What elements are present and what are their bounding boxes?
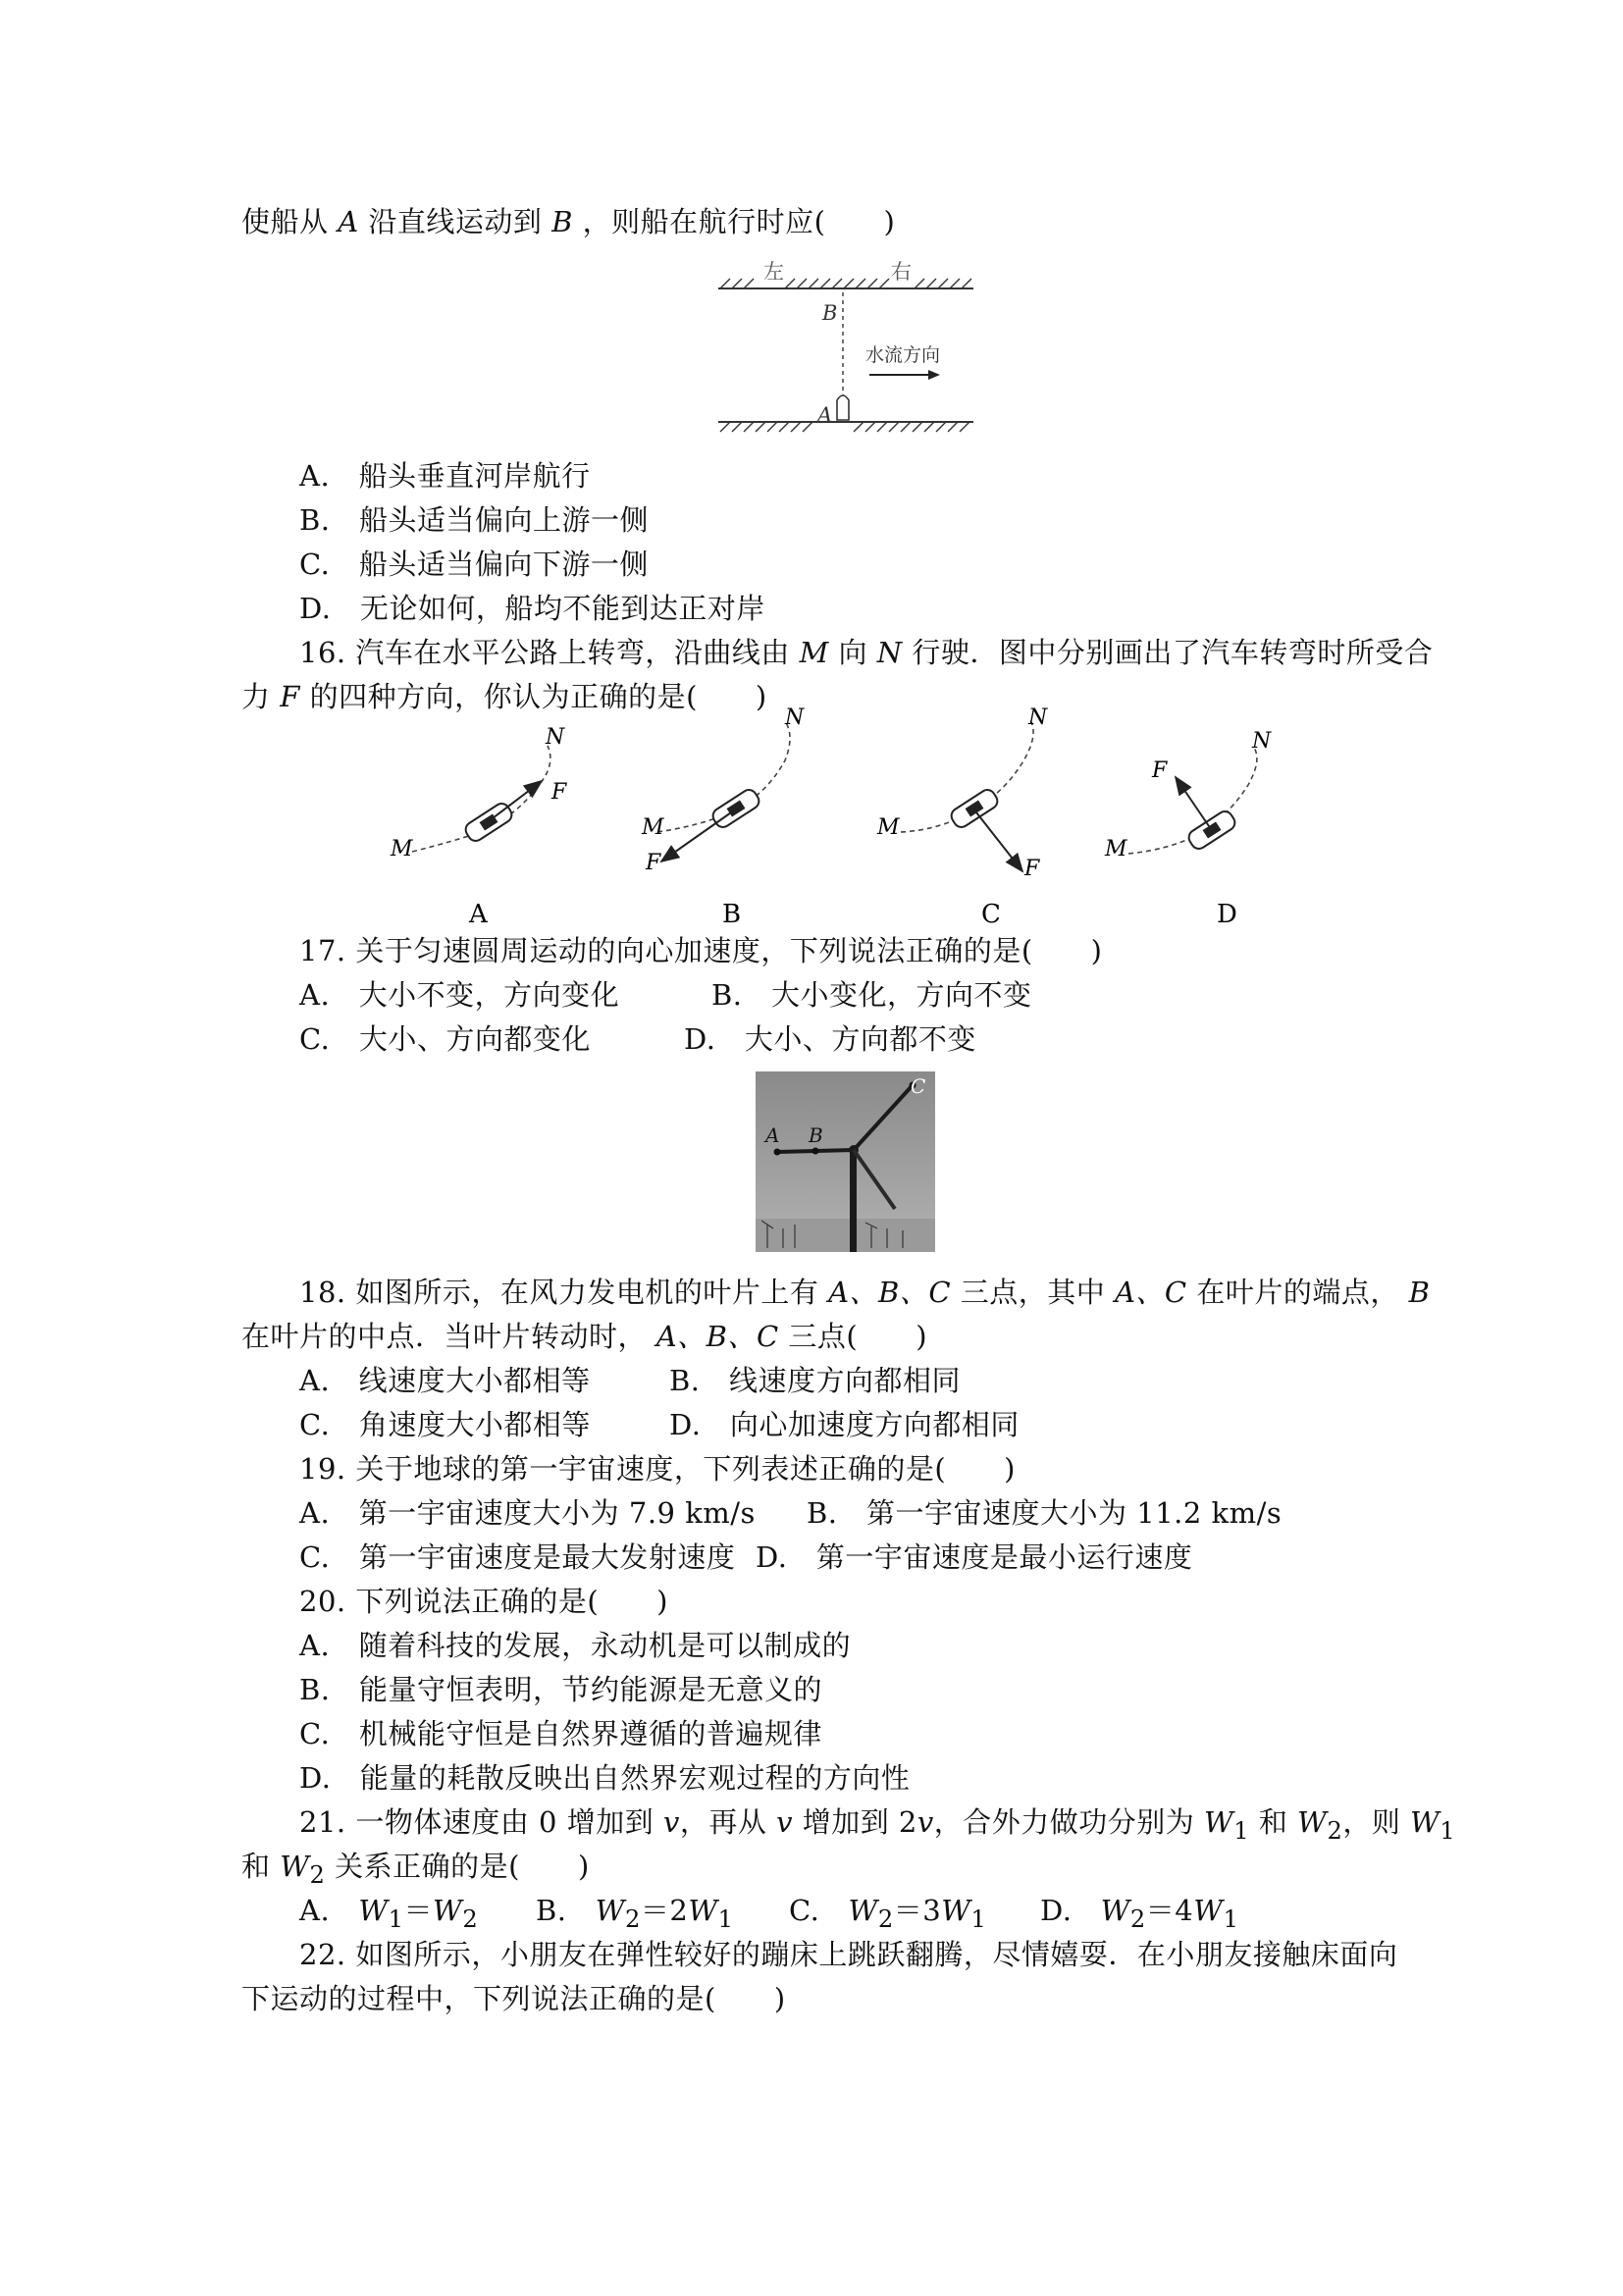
q15-option-b: B. 船头适当偏向上游一侧 [299,503,650,537]
points-abc-label: A、B、C [828,1276,952,1309]
work-symbol: W [1193,1894,1224,1927]
point-a-label: A [817,403,833,427]
work-symbol: W [358,1894,389,1927]
q16-stem-text: 16. 汽车在水平公路上转弯，沿曲线由 [299,636,790,669]
q22-stem-line1: 22. 如图所示，小朋友在弹性较好的蹦床上跳跃翻腾，尽情嬉耍．在小朋友接触床面向 [299,1938,1398,1971]
subscript: 1 [1223,1905,1239,1933]
force-f-label: F [646,851,661,875]
q21-stem-text: 关系正确的是( ) [335,1850,590,1883]
coefficient: 4 [1175,1894,1194,1927]
q17-option-a: A. 大小不变，方向变化 [299,978,620,1012]
q18-stem-line1 [299,1274,1430,1311]
top-bank-hatching [720,279,971,288]
car-turning-diagrams [373,706,1354,932]
car-icon [1186,809,1238,852]
q19-option-c: C. 第一宇宙速度是最大发射速度 [299,1540,736,1574]
work-symbol: W [433,1894,463,1927]
work-symbol: W [595,1894,625,1927]
velocity-symbol: v [916,1805,934,1839]
car-diagram-d [1104,729,1272,861]
force-arrow [661,810,734,861]
car-icon [949,787,1001,830]
caption-d: D [1217,900,1237,929]
point-n-label: N [1252,729,1272,754]
option-letter: A. [299,1894,331,1927]
subscript: 1 [388,1905,404,1933]
point-b-label: B [822,301,838,325]
q22-stem-line2: 下运动的过程中，下列说法正确的是( ) [241,1982,786,2015]
car-icon [710,787,762,830]
q18-stem-text: 在叶片的中点．当叶片转动时， [241,1320,648,1353]
work-symbol: W [280,1850,310,1883]
q21-option-a: A. $W_1=W_2$ [299,1894,479,1933]
q18-option-b: B. 线速度方向都相同 [669,1364,962,1397]
velocity-symbol: v [662,1805,680,1839]
q20-option-b: B. 能量守恒表明，节约能源是无意义的 [299,1673,823,1706]
q19-option-b: B. 第一宇宙速度大小为 11.2 km/s [807,1496,1283,1530]
q21-stem-text: ，再从 [679,1805,767,1839]
points-ac-label: A、C [1114,1276,1187,1309]
option-letter: C. [789,1894,820,1927]
q18-stem-text: 18. 如图所示，在风力发电机的叶片上有 [299,1276,819,1309]
left-bank-label: 左 [763,260,784,284]
q15-stem [241,203,895,240]
work-symbol: W [1297,1805,1328,1839]
q21-stem-line2 [241,1848,590,1894]
q17-stem: 17. 关于匀速圆周运动的向心加速度，下列说法正确的是( ) [299,934,1103,967]
q18-stem-text: 三点，其中 [960,1276,1106,1309]
point-a-label: A [338,205,359,238]
subscript: 1 [970,1905,987,1933]
subscript: 2 [1129,1905,1146,1933]
point-m-label: M [877,815,900,840]
right-bank-label: 右 [891,260,912,284]
work-symbol: W [848,1894,878,1927]
turbine-tower [850,1150,857,1252]
q16-stem-line1 [299,634,1433,671]
force-f-label: F [280,680,300,713]
q15-option-d: D. 无论如何，船均不能到达正对岸 [299,592,765,625]
velocity-symbol: v [776,1805,793,1839]
flow-direction-label: 水流方向 [865,344,941,366]
option-letter: D. [1040,1894,1073,1927]
q21-stem-text: 增加到 2 [802,1805,917,1839]
q20-option-a: A. 随着科技的发展，永动机是可以制成的 [299,1629,852,1662]
force-arrow [976,812,1022,871]
point-c-label: C [911,1074,926,1098]
q19-option-d: D. 第一宇宙速度是最小运行速度 [756,1540,1193,1574]
q15-stem-text: 沿直线运动到 [368,205,543,238]
point-b-label: B [1408,1276,1431,1309]
q16-stem-text: 的四种方向，你认为正确的是( ) [309,680,767,713]
point-n-label: N [1028,706,1048,730]
coefficient: 2 [669,1894,689,1927]
force-f-label: F [1024,857,1040,881]
q21-option-c: C. $W_2=3W_1$ [789,1894,987,1933]
caption-b: B [722,900,742,929]
bottom-bank-hatching [720,422,969,432]
caption-a: A [469,900,488,929]
force-f-label: F [1152,758,1168,783]
subscript: 2 [1327,1816,1343,1845]
q17-option-c: C. 大小、方向都变化 [299,1022,591,1056]
q16-stem-text: 行驶．图中分别画出了汽车转弯时所受合 [912,636,1434,669]
point-b-label: B [551,205,573,238]
work-symbol: W [1203,1805,1234,1839]
q15-option-a: A. 船头垂直河岸航行 [299,459,591,493]
work-symbol: W [688,1894,718,1927]
subscript: 2 [309,1860,326,1889]
q21-option-d: D. $W_2=4W_1$ [1040,1894,1239,1933]
q21-stem-text: 和 [1258,1805,1288,1839]
point-b-label: B [809,1123,823,1147]
q19-stem: 19. 关于地球的第一宇宙速度，下列表述正确的是( ) [299,1452,1016,1486]
q21-stem-text: 21. 一物体速度由 0 增加到 [299,1805,654,1839]
q16-stem-text: 向 [838,636,867,669]
caption-c: C [981,900,1001,929]
force-arrow [493,781,542,818]
boat-icon [837,395,849,420]
point-m-label: M [391,837,413,861]
q18-stem-text: 在叶片的端点， [1196,1276,1399,1309]
subscript: 2 [462,1905,479,1933]
subscript: 2 [877,1905,894,1933]
q18-option-a: A. 线速度大小都相等 [299,1364,591,1397]
work-symbol: W [941,1894,971,1927]
point-m-label: M [1105,837,1127,861]
subscript: 2 [625,1905,641,1933]
force-arrow [1176,777,1209,826]
point-m-label: M [799,636,829,669]
q21-stem-text: 和 [241,1850,271,1883]
subscript: 1 [1440,1816,1456,1845]
wind-turbine-photo [756,1071,935,1252]
q16-stem-text: 力 [241,680,271,713]
q18-option-d: D. 向心加速度方向都相同 [669,1408,1020,1441]
q17-option-b: B. 大小变化，方向不变 [711,978,1032,1012]
point-b-marker [812,1148,819,1155]
point-a-label: A [765,1123,780,1147]
q18-stem-line2 [241,1318,927,1355]
option-letter: B. [536,1894,567,1927]
q21-stem-text: ，合外力做功分别为 [933,1805,1195,1839]
q18-stem-text: 三点( ) [788,1320,928,1353]
car-diagram-b [641,706,805,875]
q21-stem-line1 [299,1803,1455,1850]
flow-arrow-head [928,370,940,380]
work-symbol: W [1100,1894,1130,1927]
point-n-label: N [785,706,805,730]
q15-stem-text: 使船从 [241,205,329,238]
point-n-label: N [546,725,565,750]
point-m-label: M [642,815,664,840]
car-diagram-a [390,725,567,861]
subscript: 1 [1233,1816,1250,1845]
q19-option-a: A. 第一宇宙速度大小为 7.9 km/s [299,1496,756,1530]
q20-option-c: C. 机械能守恒是自然界遵循的普遍规律 [299,1717,822,1750]
car-diagram-c [876,706,1048,881]
subscript: 1 [717,1905,734,1933]
point-n-label: N [876,636,903,669]
q20-option-d: D. 能量的耗散反映出自然界宏观过程的方向性 [299,1761,911,1795]
work-symbol: W [1410,1805,1440,1839]
q20-stem: 20. 下列说法正确的是( ) [299,1585,668,1618]
q15-option-c: C. 船头适当偏向下游一侧 [299,548,649,581]
coefficient: 3 [922,1894,942,1927]
q18-option-c: C. 角速度大小都相等 [299,1408,591,1441]
q15-stem-text: ，则船在航行时应( ) [582,205,896,238]
point-a-marker [774,1149,781,1156]
river-crossing-diagram [707,253,981,440]
points-abc-label: A、B、C [655,1320,779,1353]
q17-option-d: D. 大小、方向都不变 [684,1022,976,1056]
force-f-label: F [551,780,567,805]
q21-stem-text: ，则 [1342,1805,1401,1839]
q21-option-b: B. $W_2=2W_1$ [536,1894,734,1933]
